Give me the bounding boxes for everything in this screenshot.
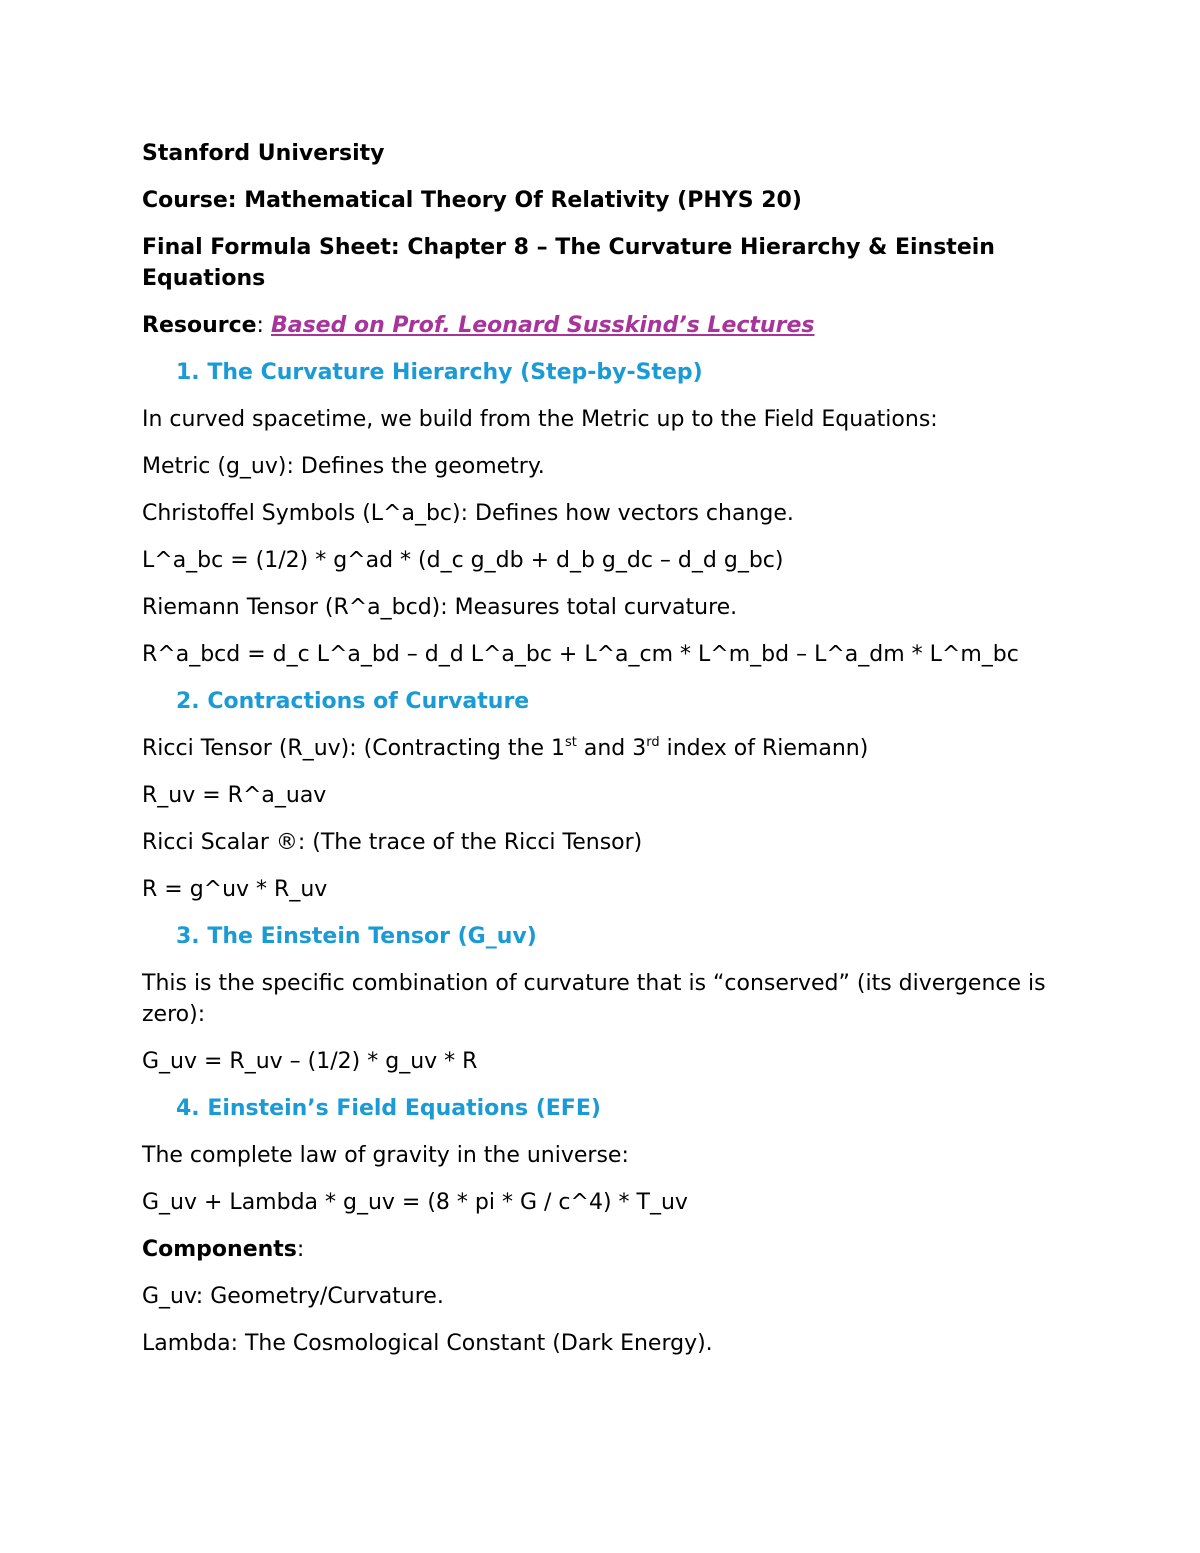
resource-link[interactable]: Based on Prof. Leonard Susskind’s Lectures	[270, 313, 815, 338]
ricci-tensor-formula: R_uv = R^a_uav	[142, 783, 327, 808]
section-heading-einstein-tensor: 3. The Einstein Tensor (G_uv)	[176, 924, 537, 949]
christoffel-formula: L^a_bc = (1/2) * g^ad * (d_c g_db + d_b g_dc – d_d g_bc)	[142, 548, 784, 573]
component-lambda: Lambda: The Cosmological Constant (Dark Energy).	[142, 1331, 713, 1356]
einstein-tensor-description: This is the specific combination of curvature that is “conserved” (its divergence is zero):	[142, 971, 1046, 1027]
superscript-rd: rd	[646, 734, 660, 750]
superscript-st: st	[564, 734, 577, 750]
ricci-tensor-definition	[142, 733, 1060, 764]
ricci-tensor-text-mid: and 3	[576, 736, 647, 761]
course-title: Course: Mathematical Theory Of Relativity (PHYS 20)	[142, 188, 802, 213]
sheet-title: Final Formula Sheet: Chapter 8 – The Curvature Hierarchy & Einstein Equations	[142, 235, 995, 291]
section-heading-contractions: 2. Contractions of Curvature	[176, 689, 530, 714]
section-heading-field-equations: 4. Einstein’s Field Equations (EFE)	[176, 1096, 601, 1121]
university-name: Stanford University	[142, 141, 385, 166]
christoffel-definition: Christoffel Symbols (L^a_bc): Defines how vectors change.	[142, 501, 794, 526]
document-page	[142, 138, 1060, 1375]
components-separator: :	[296, 1237, 305, 1262]
resource-line	[142, 310, 1060, 341]
components-label: Components	[142, 1237, 297, 1262]
resource-separator: :	[256, 313, 271, 338]
ricci-tensor-text-post: index of Riemann)	[659, 736, 869, 761]
component-geometry: G_uv: Geometry/Curvature.	[142, 1284, 444, 1309]
components-line	[142, 1234, 1060, 1265]
section1-intro: In curved spacetime, we build from the Metric up to the Field Equations:	[142, 407, 938, 432]
riemann-definition: Riemann Tensor (R^a_bcd): Measures total curvature.	[142, 595, 738, 620]
ricci-scalar-definition: Ricci Scalar ®: (The trace of the Ricci Tensor)	[142, 830, 643, 855]
riemann-formula: R^a_bcd = d_c L^a_bd – d_d L^a_bc + L^a_cm * L^m_bd – L^a_dm * L^m_bc	[142, 642, 1019, 667]
field-equations-description: The complete law of gravity in the universe:	[142, 1143, 629, 1168]
ricci-tensor-text-pre: Ricci Tensor (R_uv): (Contracting the 1	[142, 736, 565, 761]
ricci-scalar-formula: R = g^uv * R_uv	[142, 877, 328, 902]
resource-label: Resource	[142, 313, 257, 338]
metric-definition: Metric (g_uv): Defines the geometry.	[142, 454, 545, 479]
section-heading-curvature-hierarchy: 1. The Curvature Hierarchy (Step-by-Step)	[176, 360, 703, 385]
einstein-tensor-formula: G_uv = R_uv – (1/2) * g_uv * R	[142, 1049, 478, 1074]
field-equations-formula: G_uv + Lambda * g_uv = (8 * pi * G / c^4) * T_uv	[142, 1190, 688, 1215]
